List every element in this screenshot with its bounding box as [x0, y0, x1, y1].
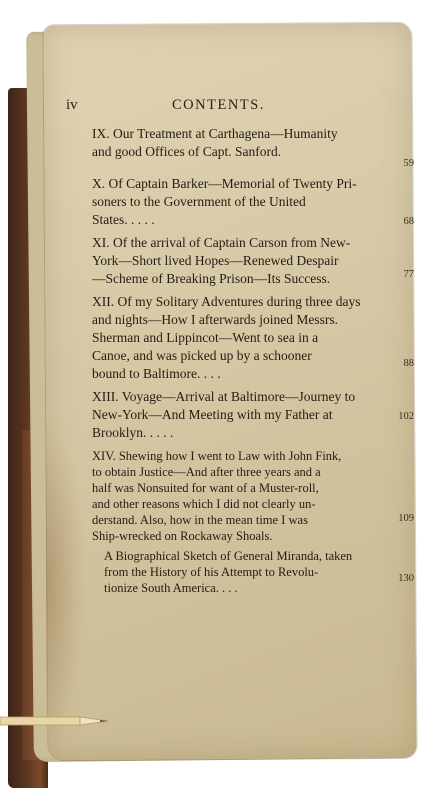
contents-entry-xiii: [92, 388, 414, 442]
entry-text: XIV. Shewing how I went to Law with John Fink, to obtain Justice—And after three years and a half was Nonsuited for want of a Muster-roll, and other reasons which I did not clearly un- derstand. Also, how in the mean time I was Ship-wrecked on Rockaway Shoals.: [92, 449, 342, 543]
entry-text: X. Of Captain Barker—Memorial of Twenty Pri- soners to the Government of the United States. . . . .: [92, 176, 357, 227]
entry-text: XIII. Voyage—Arrival at Baltimore—Journey to New-York—And Meeting with my Father at Brooklyn. . . . .: [92, 389, 356, 440]
page-title: CONTENTS.: [172, 97, 265, 113]
entry-text: XI. Of the arrival of Captain Carson from New- York—Short lived Hopes—Renewed Despair —Scheme of Breaking Prison—Its Success.: [92, 235, 351, 286]
entry-page-number: 68: [403, 216, 414, 227]
page-header: [0, 97, 425, 117]
entry-page-number: 59: [403, 158, 414, 169]
entry-text: XII. Of my Solitary Adventures during three days and nights—How I afterwards joined Messrs. Sherman and Lippincot—Went to sea in a Canoe, and was picked up by a schooner bound to Baltimore. . . .: [92, 294, 361, 381]
entry-page-number: 109: [398, 513, 414, 524]
entry-page-number: 88: [403, 358, 414, 369]
page-number: iv: [66, 97, 78, 113]
contents-entry-x: [92, 175, 414, 229]
page-stain: [46, 420, 86, 740]
contents-entry-ix: [92, 125, 414, 169]
entry-page-number: 130: [398, 573, 414, 584]
entry-page-number: 77: [403, 269, 414, 280]
pencil-icon: [0, 712, 112, 730]
contents-entry-xi: [92, 234, 414, 288]
contents-entry-xiv: [92, 448, 414, 544]
contents-entry-miranda: [104, 548, 414, 596]
entry-page-number: 102: [398, 411, 414, 422]
contents-entry-xii: [92, 293, 414, 383]
entry-text: IX. Our Treatment at Carthagena—Humanity and good Offices of Capt. Sanford.: [92, 126, 338, 159]
entry-text: A Biographical Sketch of General Miranda, taken from the History of his Attempt to Revolu- tionize South America. . . .: [104, 549, 353, 595]
